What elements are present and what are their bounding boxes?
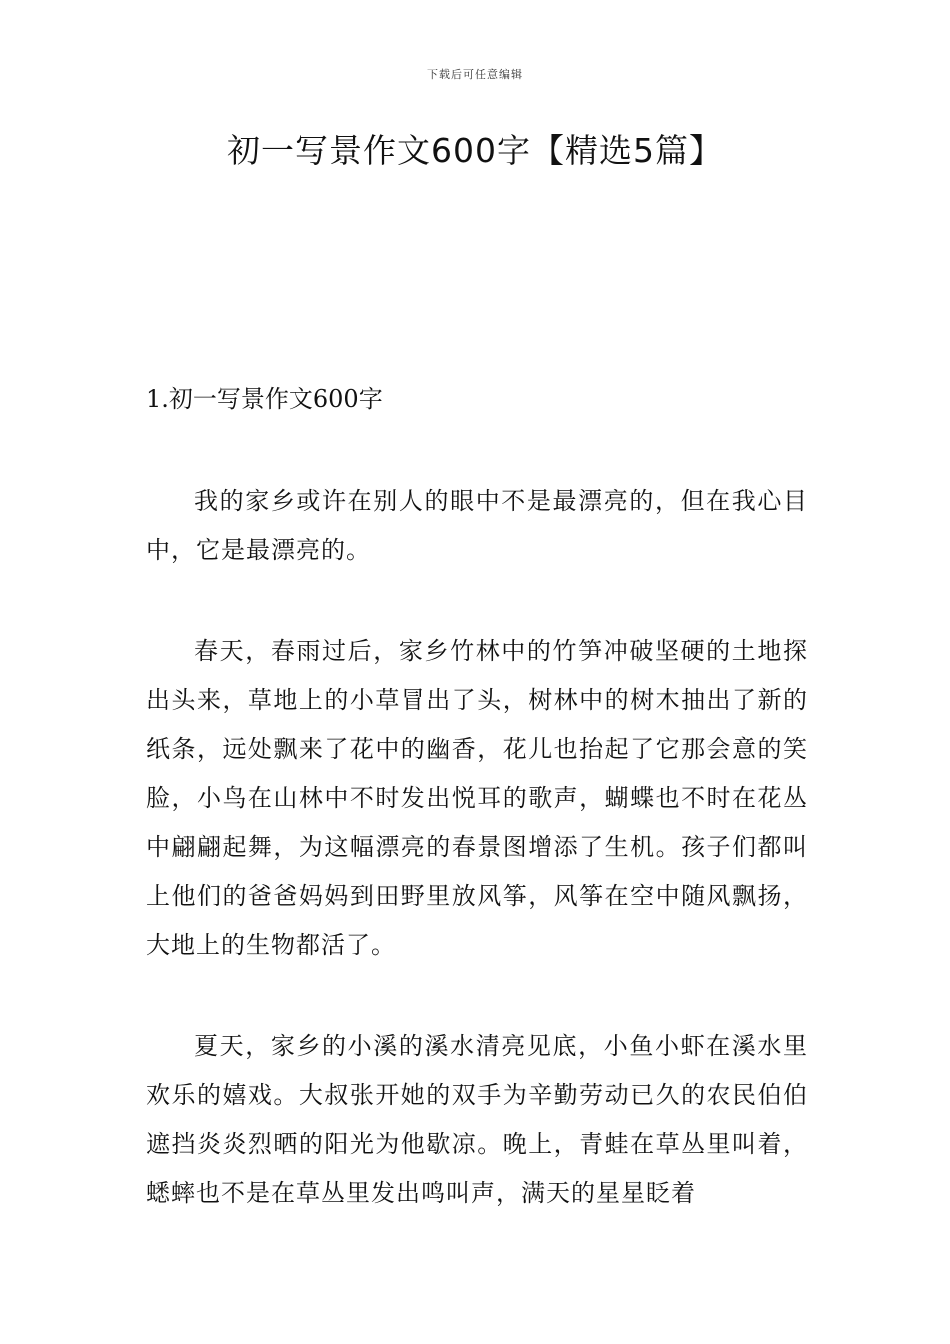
paragraph-intro: 我的家乡或许在别人的眼中不是最漂亮的，但在我心目中，它是最漂亮的。 [146,487,808,564]
paragraph-summer: 夏天，家乡的小溪的溪水清亮见底，小鱼小虾在溪水里欢乐的嬉戏。大叔张开她的双手为辛勤劳动已久的农民伯伯遮挡炎炎烈晒的阳光为他歇凉。晚上，青蛙在草丛里叫着，蟋蟀也不是在草丛里发出鸣叫声，满天的星星眨着 [146,1032,808,1207]
paragraph-spring: 春天，春雨过后，家乡竹林中的竹笋冲破坚硬的土地探出头来，草地上的小草冒出了头，树林中的树木抽出了新的纸条，远处飘来了花中的幽香，花儿也抬起了它那会意的笑脸，小鸟在山林中不时发出悦耳的歌声，蝴蝶也不时在花丛中翩翩起舞，为这幅漂亮的春景图增添了生机。孩子们都叫上他们的爸爸妈妈到田野里放风筝，风筝在空中随风飘扬，大地上的生物都活了。 [146,637,808,959]
header-note: 下载后可任意编辑 [427,68,523,81]
document-title: 初一写景作文600字【精选5篇】 [227,131,723,170]
section-heading: 1.初一写景作文600字 [146,385,383,413]
